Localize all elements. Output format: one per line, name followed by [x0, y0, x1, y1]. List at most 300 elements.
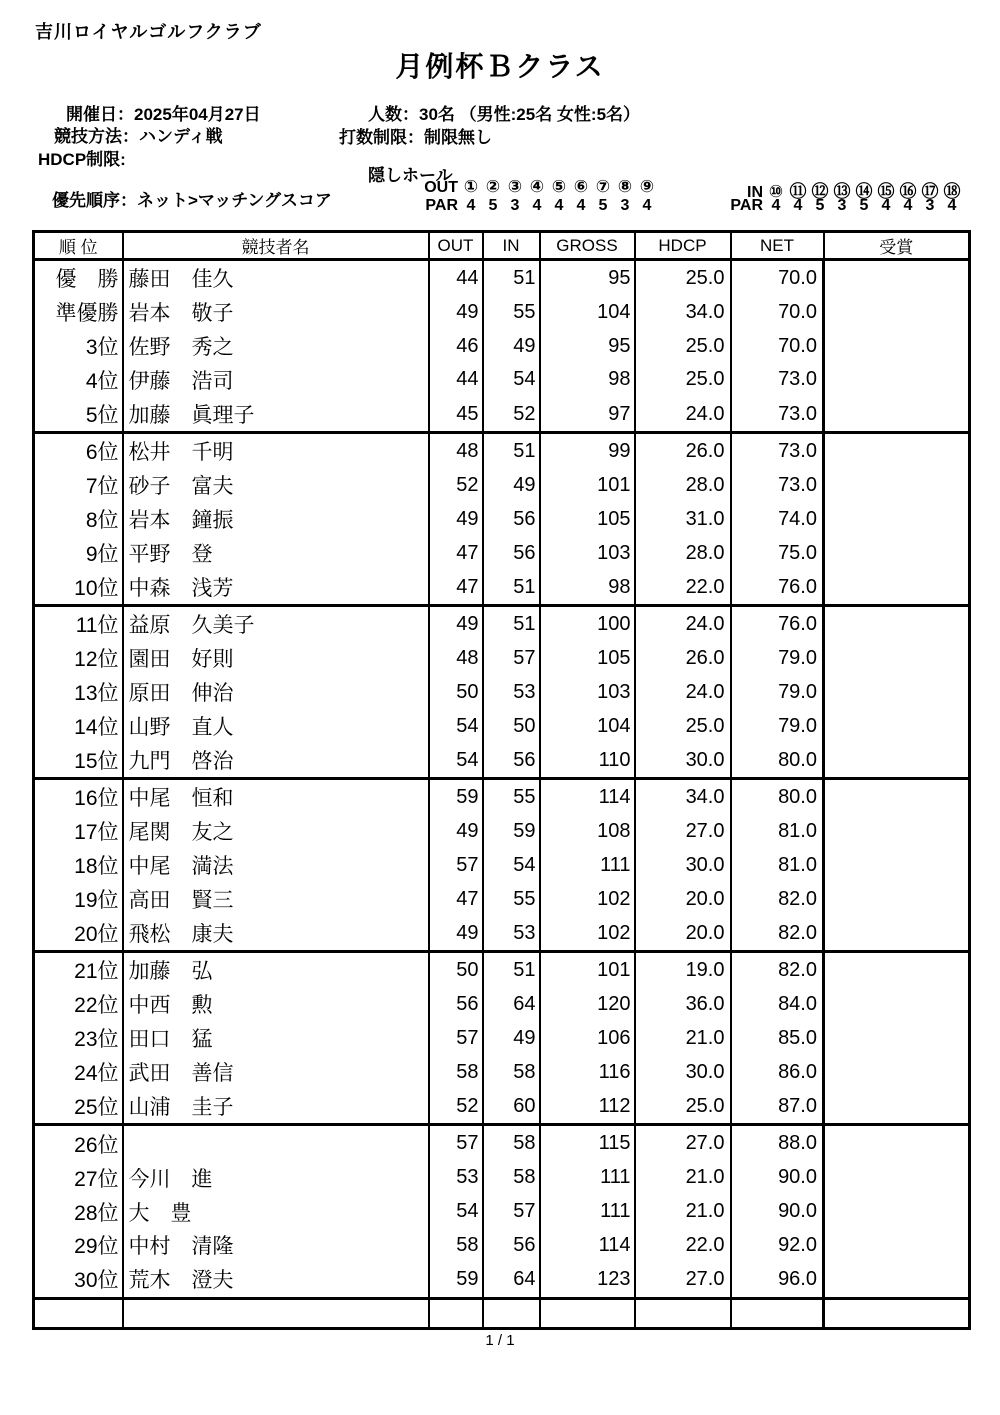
cell-name: 佐野 秀之	[123, 329, 429, 363]
hole-number: ⑰	[921, 182, 939, 201]
cell-out: 48	[429, 641, 483, 675]
result-row	[34, 916, 970, 952]
cell-gross: 114	[540, 1228, 635, 1262]
result-row	[34, 606, 970, 642]
result-row	[34, 536, 970, 570]
cell-award	[824, 468, 970, 502]
cell-award	[824, 363, 970, 397]
cell-gross: 101	[540, 468, 635, 502]
cell-award	[824, 779, 970, 815]
cell-gross: 114	[540, 779, 635, 815]
par-value: 4	[793, 197, 803, 214]
in-par-row	[725, 197, 963, 215]
cell-in: 57	[483, 1195, 540, 1229]
hole-number: ⑭	[855, 182, 873, 201]
cell-out: 44	[429, 363, 483, 397]
cell-hdcp: 28.0	[635, 536, 731, 570]
cell-name: 岩本 敬子	[123, 295, 429, 329]
cell-out: 49	[429, 916, 483, 952]
cell-out: 49	[429, 814, 483, 848]
cell-award	[824, 1228, 970, 1262]
cell-in: 49	[483, 329, 540, 363]
cell-in: 49	[483, 468, 540, 502]
cell-gross: 111	[540, 848, 635, 882]
par-value: 5	[598, 197, 608, 214]
cell-net: 73.0	[731, 397, 824, 433]
cell-rank	[34, 1298, 123, 1328]
result-row	[34, 502, 970, 536]
cell-hdcp: 24.0	[635, 397, 731, 433]
cell-hdcp: 30.0	[635, 848, 731, 882]
stroke-limit-line	[339, 123, 492, 148]
cell-hdcp: 34.0	[635, 779, 731, 815]
cell-gross: 104	[540, 709, 635, 743]
cell-gross: 101	[540, 952, 635, 988]
cell-award	[824, 675, 970, 709]
result-row	[34, 882, 970, 916]
cell-net: 75.0	[731, 536, 824, 570]
cell-out: 45	[429, 397, 483, 433]
header-out: OUT	[429, 232, 483, 260]
competition-method-label: 競技方法：	[54, 127, 139, 146]
cell-name: 武田 善信	[123, 1055, 429, 1089]
cell-name: 今川 進	[123, 1161, 429, 1195]
hole-number: ⑯	[899, 182, 917, 201]
cell-rank: 27位	[34, 1161, 123, 1195]
result-row	[34, 1262, 970, 1298]
cell-gross: 103	[540, 536, 635, 570]
hole-number: ⑦	[595, 177, 611, 196]
result-row	[34, 848, 970, 882]
cell-in	[483, 1298, 540, 1328]
cell-hdcp: 24.0	[635, 606, 731, 642]
cell-hdcp: 28.0	[635, 468, 731, 502]
cell-name: 中尾 恒和	[123, 779, 429, 815]
cell-name	[123, 1298, 429, 1328]
cell-in: 53	[483, 916, 540, 952]
cell-rank: 18位	[34, 848, 123, 882]
result-row	[34, 260, 970, 296]
cell-hdcp: 25.0	[635, 329, 731, 363]
par-value: 4	[554, 197, 564, 214]
cell-hdcp: 26.0	[635, 641, 731, 675]
out-holes	[460, 177, 658, 197]
par-value: 4	[903, 197, 913, 214]
cell-hdcp: 21.0	[635, 1021, 731, 1055]
hdcp-limit-label: HDCP制限:	[38, 150, 126, 169]
cell-in: 50	[483, 709, 540, 743]
hole-number: ⑧	[617, 177, 633, 196]
cell-net: 92.0	[731, 1228, 824, 1262]
cell-award	[824, 536, 970, 570]
cell-out: 47	[429, 882, 483, 916]
cell-award	[824, 916, 970, 952]
out-holes-row	[420, 177, 658, 197]
par-value: 3	[925, 197, 935, 214]
cell-gross: 102	[540, 882, 635, 916]
cell-net: 81.0	[731, 848, 824, 882]
competition-method-value: ハンディ戦	[139, 127, 223, 146]
priority-order-line	[52, 186, 332, 211]
par-value: 4	[532, 197, 542, 214]
cell-name: 伊藤 浩司	[123, 363, 429, 397]
result-row	[34, 1089, 970, 1125]
cell-net: 79.0	[731, 675, 824, 709]
result-row	[34, 363, 970, 397]
par-value: 3	[837, 197, 847, 214]
cell-rank: 14位	[34, 709, 123, 743]
cell-name: 大 豊	[123, 1195, 429, 1229]
cell-award	[824, 848, 970, 882]
result-row	[34, 814, 970, 848]
cell-out: 56	[429, 988, 483, 1022]
cell-in: 51	[483, 952, 540, 988]
cell-gross: 123	[540, 1262, 635, 1298]
cell-rank: 15位	[34, 743, 123, 779]
cell-name: 田口 猛	[123, 1021, 429, 1055]
par-value: 4	[947, 197, 957, 214]
cell-rank: 6位	[34, 433, 123, 469]
cell-name: 藤田 佳久	[123, 260, 429, 296]
cell-in: 56	[483, 502, 540, 536]
cell-award	[824, 1298, 970, 1328]
cell-award	[824, 641, 970, 675]
cell-net: 74.0	[731, 502, 824, 536]
cell-out: 59	[429, 1262, 483, 1298]
stroke-limit-value: 制限無し	[424, 128, 492, 147]
par-value: 4	[881, 197, 891, 214]
cell-award	[824, 260, 970, 296]
cell-gross: 97	[540, 397, 635, 433]
cell-award	[824, 709, 970, 743]
results-table	[32, 230, 971, 1330]
result-row	[34, 1021, 970, 1055]
result-row	[34, 675, 970, 709]
cell-gross: 116	[540, 1055, 635, 1089]
cell-name: 高田 賢三	[123, 882, 429, 916]
cell-net: 80.0	[731, 743, 824, 779]
par-value: 4	[466, 197, 476, 214]
cell-name: 山野 直人	[123, 709, 429, 743]
cell-net: 82.0	[731, 916, 824, 952]
result-row	[34, 468, 970, 502]
cell-net: 87.0	[731, 1089, 824, 1125]
cell-in: 51	[483, 570, 540, 606]
cell-out: 57	[429, 848, 483, 882]
cell-hdcp: 24.0	[635, 675, 731, 709]
par-value: 4	[642, 197, 652, 214]
cell-gross: 95	[540, 260, 635, 296]
out-par-row	[420, 197, 658, 215]
result-row	[34, 1195, 970, 1229]
cell-name: 中村 清隆	[123, 1228, 429, 1262]
cell-out: 58	[429, 1055, 483, 1089]
header-rank: 順 位	[34, 232, 123, 260]
page-number: 1 / 1	[485, 1332, 515, 1349]
cell-rank: 12位	[34, 641, 123, 675]
hdcp-limit-line	[38, 145, 126, 170]
priority-order-value: ネット>マッチングスコア	[137, 191, 332, 210]
result-row	[34, 329, 970, 363]
cell-award	[824, 606, 970, 642]
cell-out: 58	[429, 1228, 483, 1262]
hole-number: ⑩	[768, 182, 784, 201]
cell-rank: 5位	[34, 397, 123, 433]
cell-gross: 100	[540, 606, 635, 642]
cell-award	[824, 1161, 970, 1195]
empty-filler-row	[34, 1298, 970, 1328]
cell-award	[824, 570, 970, 606]
cell-net: 88.0	[731, 1125, 824, 1161]
cell-gross: 102	[540, 916, 635, 952]
cell-in: 64	[483, 988, 540, 1022]
cell-gross: 112	[540, 1089, 635, 1125]
player-count-value: 30名 （男性:25名 女性:5名）	[419, 105, 641, 124]
cell-award	[824, 1195, 970, 1229]
cell-net: 90.0	[731, 1161, 824, 1195]
cell-net: 73.0	[731, 363, 824, 397]
cell-rank: 優 勝	[34, 260, 123, 296]
table-header-row	[34, 232, 970, 260]
cell-gross: 110	[540, 743, 635, 779]
cell-in: 53	[483, 675, 540, 709]
par-value: 3	[510, 197, 520, 214]
cell-in: 54	[483, 848, 540, 882]
cell-out: 49	[429, 502, 483, 536]
cell-net: 73.0	[731, 468, 824, 502]
stroke-limit-label: 打数制限：	[339, 128, 424, 147]
cell-in: 56	[483, 1228, 540, 1262]
cell-gross: 111	[540, 1195, 635, 1229]
cell-rank: 28位	[34, 1195, 123, 1229]
cell-rank: 13位	[34, 675, 123, 709]
result-row	[34, 1161, 970, 1195]
cell-gross: 99	[540, 433, 635, 469]
cell-hdcp: 21.0	[635, 1161, 731, 1195]
cell-rank: 26位	[34, 1125, 123, 1161]
cell-out: 49	[429, 606, 483, 642]
header-hdcp: HDCP	[635, 232, 731, 260]
cell-out: 52	[429, 1089, 483, 1125]
cell-gross: 95	[540, 329, 635, 363]
cell-hdcp: 26.0	[635, 433, 731, 469]
header-in: IN	[483, 232, 540, 260]
cell-award	[824, 1021, 970, 1055]
cell-rank: 25位	[34, 1089, 123, 1125]
cell-in: 51	[483, 433, 540, 469]
cell-gross	[540, 1298, 635, 1328]
cell-out: 57	[429, 1125, 483, 1161]
cell-net: 90.0	[731, 1195, 824, 1229]
cell-out: 50	[429, 952, 483, 988]
par-value: 3	[620, 197, 630, 214]
event-date-value: 2025年04月27日	[134, 105, 261, 124]
cell-net: 73.0	[731, 433, 824, 469]
cell-rank: 21位	[34, 952, 123, 988]
cell-net: 76.0	[731, 570, 824, 606]
cell-hdcp: 27.0	[635, 814, 731, 848]
hole-number: ③	[507, 177, 523, 196]
result-row	[34, 295, 970, 329]
in-par-values	[765, 197, 963, 215]
result-row	[34, 1055, 970, 1089]
result-row	[34, 641, 970, 675]
out-par-values	[460, 197, 658, 215]
hole-number: ⑨	[639, 177, 655, 196]
cell-out: 46	[429, 329, 483, 363]
cell-in: 58	[483, 1125, 540, 1161]
cell-out: 48	[429, 433, 483, 469]
cell-in: 58	[483, 1161, 540, 1195]
cell-out: 54	[429, 709, 483, 743]
cell-rank: 29位	[34, 1228, 123, 1262]
cell-in: 55	[483, 882, 540, 916]
result-row	[34, 709, 970, 743]
cell-hdcp: 36.0	[635, 988, 731, 1022]
cell-gross: 104	[540, 295, 635, 329]
cell-award	[824, 814, 970, 848]
cell-hdcp: 25.0	[635, 363, 731, 397]
par-value: 4	[576, 197, 586, 214]
cell-hdcp: 19.0	[635, 952, 731, 988]
cell-hdcp: 20.0	[635, 882, 731, 916]
cell-gross: 106	[540, 1021, 635, 1055]
cell-hdcp: 25.0	[635, 709, 731, 743]
result-row	[34, 952, 970, 988]
cell-out: 50	[429, 675, 483, 709]
cell-hdcp: 27.0	[635, 1125, 731, 1161]
cell-hdcp: 21.0	[635, 1195, 731, 1229]
cell-name: 加藤 弘	[123, 952, 429, 988]
cell-gross: 103	[540, 675, 635, 709]
cell-out: 54	[429, 743, 483, 779]
cell-rank: 8位	[34, 502, 123, 536]
cell-name: 岩本 鐘振	[123, 502, 429, 536]
in-par-label: PAR	[730, 197, 763, 214]
cell-out: 52	[429, 468, 483, 502]
cell-out: 53	[429, 1161, 483, 1195]
cell-hdcp: 30.0	[635, 743, 731, 779]
cell-award	[824, 743, 970, 779]
cell-in: 51	[483, 606, 540, 642]
cell-net: 96.0	[731, 1262, 824, 1298]
player-count-label: 人数：	[368, 105, 419, 124]
cell-name: 山浦 圭子	[123, 1089, 429, 1125]
cell-rank: 20位	[34, 916, 123, 952]
hole-number: ⑤	[551, 177, 567, 196]
cell-in: 51	[483, 260, 540, 296]
cell-in: 60	[483, 1089, 540, 1125]
cell-award	[824, 988, 970, 1022]
cell-award	[824, 952, 970, 988]
cell-net: 70.0	[731, 260, 824, 296]
header-gross: GROSS	[540, 232, 635, 260]
cell-rank: 23位	[34, 1021, 123, 1055]
cell-hdcp: 31.0	[635, 502, 731, 536]
cell-net: 82.0	[731, 952, 824, 988]
cell-name: 砂子 富夫	[123, 468, 429, 502]
result-row	[34, 779, 970, 815]
par-value: 5	[488, 197, 498, 214]
cell-rank: 24位	[34, 1055, 123, 1089]
cell-net: 80.0	[731, 779, 824, 815]
cell-name: 原田 伸治	[123, 675, 429, 709]
cell-in: 56	[483, 536, 540, 570]
cell-out	[429, 1298, 483, 1328]
out-par-label: PAR	[425, 197, 458, 214]
cell-rank: 4位	[34, 363, 123, 397]
cell-name: 園田 好則	[123, 641, 429, 675]
result-row	[34, 1228, 970, 1262]
cell-gross: 98	[540, 363, 635, 397]
cell-rank: 19位	[34, 882, 123, 916]
cell-award	[824, 1089, 970, 1125]
cell-hdcp: 30.0	[635, 1055, 731, 1089]
cell-hdcp: 20.0	[635, 916, 731, 952]
cell-award	[824, 882, 970, 916]
cell-rank: 22位	[34, 988, 123, 1022]
cell-hdcp: 34.0	[635, 295, 731, 329]
cell-gross: 105	[540, 641, 635, 675]
cell-in: 54	[483, 363, 540, 397]
priority-order-label: 優先順序：	[52, 191, 137, 210]
cell-name: 荒木 澄夫	[123, 1262, 429, 1298]
par-value: 4	[771, 197, 781, 214]
hidden-hole-title: 隠しホール	[368, 166, 453, 185]
cell-in: 55	[483, 295, 540, 329]
result-row	[34, 743, 970, 779]
hole-number: ①	[463, 177, 479, 196]
result-row	[34, 433, 970, 469]
cell-hdcp: 25.0	[635, 260, 731, 296]
header-net: NET	[731, 232, 824, 260]
cell-award	[824, 1055, 970, 1089]
cell-in: 52	[483, 397, 540, 433]
cell-in: 55	[483, 779, 540, 815]
cell-award	[824, 1125, 970, 1161]
cell-award	[824, 397, 970, 433]
cell-hdcp: 22.0	[635, 570, 731, 606]
result-row	[34, 397, 970, 433]
hole-number: ②	[485, 177, 501, 196]
cell-rank: 9位	[34, 536, 123, 570]
result-row	[34, 1125, 970, 1161]
cell-name: 中尾 満法	[123, 848, 429, 882]
cell-out: 54	[429, 1195, 483, 1229]
cell-net: 70.0	[731, 295, 824, 329]
result-row	[34, 988, 970, 1022]
cell-in: 64	[483, 1262, 540, 1298]
cell-name: 加藤 眞理子	[123, 397, 429, 433]
cell-net: 85.0	[731, 1021, 824, 1055]
hole-number: ⑥	[573, 177, 589, 196]
cell-award	[824, 1262, 970, 1298]
cell-rank: 3位	[34, 329, 123, 363]
cell-name: 中森 浅芳	[123, 570, 429, 606]
cell-net: 81.0	[731, 814, 824, 848]
cell-in: 49	[483, 1021, 540, 1055]
cell-award	[824, 329, 970, 363]
cell-rank: 30位	[34, 1262, 123, 1298]
club-name: 吉川ロイヤルゴルフクラブ	[35, 22, 262, 42]
cell-out: 47	[429, 536, 483, 570]
cell-net: 79.0	[731, 641, 824, 675]
cell-rank: 11位	[34, 606, 123, 642]
hole-number: ④	[529, 177, 545, 196]
result-row	[34, 570, 970, 606]
par-value: 5	[859, 197, 869, 214]
cell-name: 尾関 友之	[123, 814, 429, 848]
